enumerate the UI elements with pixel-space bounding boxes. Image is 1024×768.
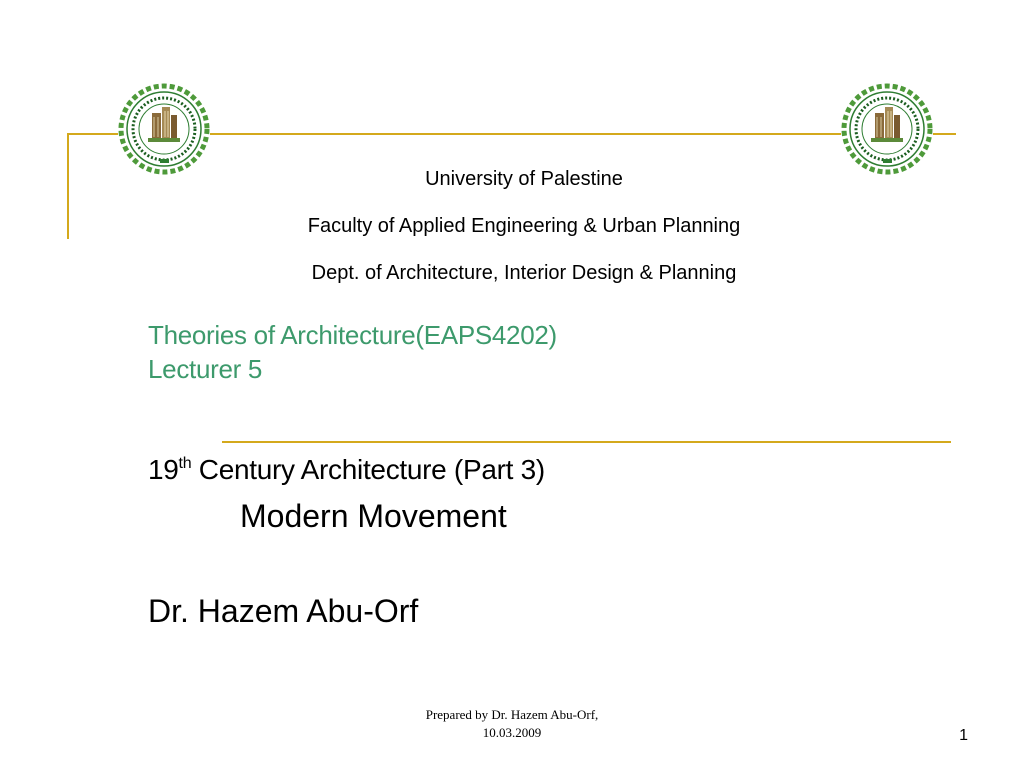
century-number: 19 xyxy=(148,454,179,485)
department-name: Dept. of Architecture, Interior Design & Planning xyxy=(311,262,737,284)
university-name: University of Palestine xyxy=(425,168,623,190)
faculty-name: Faculty of Applied Engineering & Urban Planning xyxy=(307,215,741,237)
gold-divider-middle xyxy=(222,441,951,443)
lecture-number: Lecturer 5 xyxy=(148,354,263,384)
page-number: 1 xyxy=(959,727,968,744)
lecture-subtitle: Modern Movement xyxy=(240,498,507,534)
course-block xyxy=(148,318,557,386)
lecture-title xyxy=(148,449,545,491)
gold-divider-left xyxy=(67,133,69,239)
footer xyxy=(372,706,652,742)
century-suffix: th xyxy=(178,455,192,472)
footer-date: 10.03.2009 xyxy=(482,725,542,740)
author-name: Dr. Hazem Abu-Orf xyxy=(148,593,419,629)
lecture-title-rest: Century Architecture (Part 3) xyxy=(191,454,545,485)
institution-header xyxy=(100,156,948,297)
course-title: Theories of Architecture(EAPS4202) xyxy=(148,320,557,350)
footer-prepared-by: Prepared by Dr. Hazem Abu-Orf, xyxy=(425,707,599,722)
